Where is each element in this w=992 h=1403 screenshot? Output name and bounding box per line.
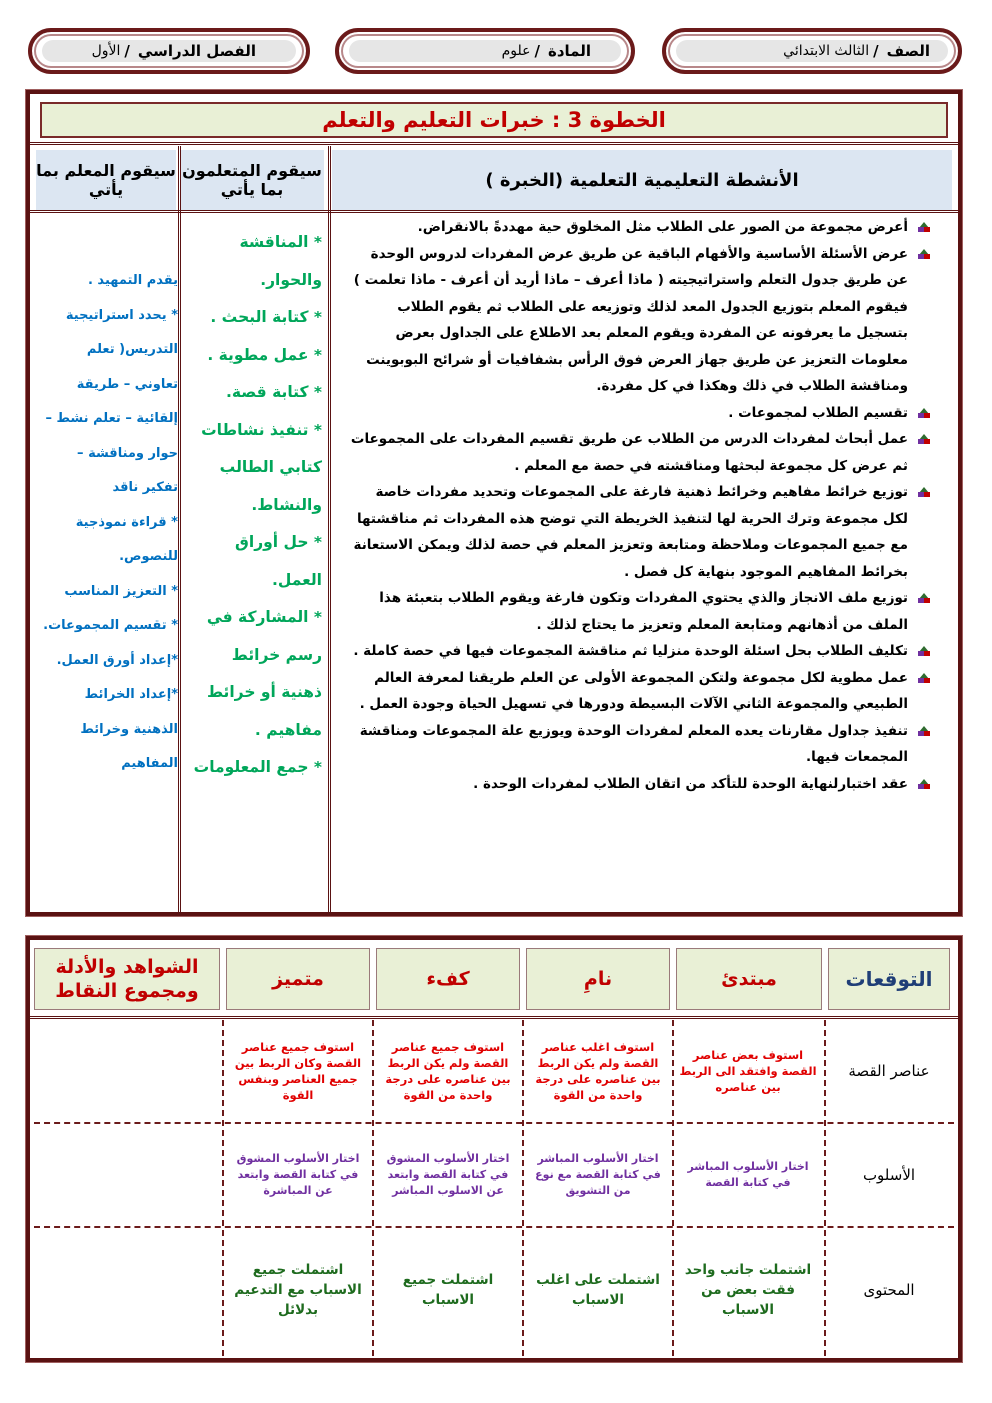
list-item-text: * قراءة نموذجية للنصوص.	[75, 514, 178, 564]
grade-field	[662, 28, 962, 74]
list-item	[40, 644, 178, 679]
bullet-icon	[918, 249, 930, 260]
column-divider	[328, 146, 331, 914]
list-item-text: * جمع المعلومات	[193, 758, 322, 776]
teacher-header: سيقوم المعلم بما يأتي	[36, 150, 176, 210]
subject-sep: /	[534, 42, 540, 60]
col-divider	[824, 1020, 826, 1356]
list-item-text: * كتابة قصة.	[226, 383, 322, 401]
list-item	[40, 609, 178, 644]
list-item-text: * تنفيذ نشاطات كتابي الطالب والنشاط.	[201, 420, 322, 514]
bullet-icon	[918, 222, 930, 233]
rubric-cell: اشتملت جانب واحد فقت بعض من الاسباب	[684, 1262, 812, 1318]
bullet-icon	[918, 487, 930, 498]
row-divider	[34, 1226, 954, 1228]
rubric-cell: استوف جميع عناصر القصة ولم يكن الربط بين عناصره على درجة واحدة من القوة	[385, 1040, 511, 1102]
rubric-cell: اختار الأسلوب المباشر في كتابة القصة	[687, 1160, 809, 1189]
grade-label: الصف	[886, 42, 930, 60]
activities-list	[346, 214, 930, 797]
list-item-text: عرض الأسئلة الأساسية والأفهام الباقية عن طريق عرض المفردات لدروس الوحدة عن طريق جدول التعلم واستراتيجيته ( ماذا أعرف – ماذا أريد أن أعرف - ماذا تعلمت ) فيقوم المعلم بتوزيع الجدول المعد لذلك وتوزيعه على الطلاب ثم يقوم الطلاب بتسجيل ما يعرفونه عن المفردة ويقوم المعلم بعد الاطلاع على الجداول بعرض معلومات التعزيز عن طريق جهاز العرض فوق الرأس بشفافيات أو شرائح البوبوينت ومناقشة الطلاب في ذلك وهكذا في كل مفردة.	[353, 245, 908, 394]
rubric-row-label: عناصر القصة	[848, 1062, 930, 1080]
list-item-text: * تقسيم المجموعات.	[43, 618, 178, 633]
list-item	[346, 638, 930, 665]
grade-value: الثالث الابتدائي	[783, 43, 870, 59]
rubric-header-beginner: مبتدئ	[676, 948, 822, 1010]
divider	[30, 142, 958, 145]
bullet-icon	[918, 726, 930, 737]
list-item	[192, 337, 322, 375]
list-item-text: توزيع ملف الانجاز والذي يحتوي المفردات وتكون فارغة ويقوم الطلاب بتعبئة هذا الملف من أذهانهم ومتابعة المعلم وتعزيز ما يحتاج لذلك .	[379, 590, 908, 633]
list-item-text: * حل أوراق العمل.	[235, 533, 322, 589]
bullet-icon	[918, 408, 930, 419]
rubric-section	[26, 936, 962, 1362]
rubric-header-competent: كفء	[376, 948, 520, 1010]
list-item	[346, 400, 930, 427]
subject-field	[335, 28, 635, 74]
bullet-icon	[918, 673, 930, 684]
list-item-text: * المناقشة والحوار.	[239, 233, 322, 289]
subject-value: علوم	[501, 43, 531, 59]
rubric-cell: استوف اغلب عناصر القصة ولم يكن الربط بين عناصره على درجة واحدة من القوة	[535, 1040, 661, 1102]
list-item-text: عقد اختبارلنهاية الوحدة للتأكد من اتقان الطلاب لمفردات الوحدة .	[473, 775, 908, 792]
step-title: الخطوة 3 : خبرات التعليم والتعلم	[40, 102, 948, 138]
bullet-icon	[918, 593, 930, 604]
list-item-text: * يحدد استراتيجية التدريس( تعلم تعاوني – طريقة إلقائية – تعلم نشط – حوار ومناقشة – تفكير ناقد	[45, 307, 178, 495]
rubric-row-label: المحتوى	[863, 1281, 915, 1299]
list-item-text: توزيع خرائط مفاهيم وخرائط ذهنية فارغة على المجموعات وتحديد مفردات خاصة لكل مجموعة وترك الحرية لها لتنفيذ الخريطة التي توضح هذه المفردات ثم مناقشتها مع جميع المجموعات وملاحظة ومتابعة وتعزيز المعلم في حصة لذلك ويمكن الاستعانة بخرائط المفاهيم الموجود بنهاية كل فصل .	[353, 484, 908, 580]
list-item-text: تقسيم الطلاب لمجموعات .	[728, 404, 908, 421]
list-item	[192, 299, 322, 337]
bullet-icon	[918, 646, 930, 657]
list-item	[40, 299, 178, 506]
list-item	[40, 575, 178, 610]
learners-header: سيقوم المتعلمون بما يأتي	[180, 150, 324, 210]
col-divider	[222, 1020, 224, 1356]
rubric-header-excellent: متميز	[226, 948, 370, 1010]
list-item	[346, 585, 930, 638]
list-item	[192, 749, 322, 787]
list-item	[192, 374, 322, 412]
list-item	[40, 264, 178, 299]
list-item	[346, 665, 930, 718]
list-item	[192, 599, 322, 749]
list-item-text: أعرض مجموعة من الصور على الطلاب مثل المخلوق حية مهددةً بالانقراض.	[417, 219, 908, 235]
col-divider	[522, 1020, 524, 1356]
semester-sep: /	[124, 42, 130, 60]
column-divider	[178, 146, 181, 914]
list-item	[346, 771, 930, 798]
rubric-cell: اشتملت على اغلب الاسباب	[536, 1272, 660, 1308]
list-item-text: * المشاركة في رسم خرائط ذهنية أو خرائط مفاهيم .	[206, 608, 322, 739]
rubric-header-expectations: التوقعات	[828, 948, 950, 1010]
semester-label: الفصل الدراسي	[137, 42, 256, 60]
list-item	[40, 678, 178, 782]
rubric-cell: اشتملت جميع الاسباب مع التدعيم بدلائل	[234, 1262, 362, 1318]
learners-list	[192, 224, 322, 787]
list-item-text: تكليف الطلاب بحل اسئلة الوحدة منزليا ثم مناقشة المجموعات فيها في حصة كاملة .	[353, 643, 908, 659]
teacher-list	[40, 264, 178, 782]
list-item-text: تنفيذ جداول مقارنات يعده المعلم لمفردات الوحدة ويوزيع علة المجموعات ومناقشة المجمعات فيها.	[359, 722, 908, 765]
list-item	[346, 718, 930, 771]
rubric-row-label: الأسلوب	[862, 1166, 916, 1184]
list-item	[40, 506, 178, 575]
grade-sep: /	[873, 42, 879, 60]
semester-field	[28, 28, 310, 74]
col-divider	[372, 1020, 374, 1356]
list-item	[346, 241, 930, 400]
rubric-cell: اشتملت جميع الاسباب	[402, 1272, 494, 1308]
rubric-cell: استوف بعض عناصر القصة وافتقد الى الربط بين عناصره	[679, 1048, 817, 1094]
rubric-cell: اختار الأسلوب المشوق في كتابة القصة وابتعد عن المباشرة	[236, 1152, 360, 1197]
semester-value: الأول	[91, 43, 121, 59]
list-item	[192, 224, 322, 299]
col-divider	[672, 1020, 674, 1356]
divider	[30, 1016, 958, 1019]
list-item-text: *إعداد أورق العمل.	[56, 652, 178, 668]
list-item-text: * عمل مطوية .	[207, 345, 322, 364]
rubric-cell: اختار الأسلوب المباشر في كتابة القصة مع نوع من التشويق	[535, 1152, 661, 1197]
list-item	[192, 412, 322, 525]
list-item-text: *إعداد الخرائط الذهنية وخرائط المفاهيم	[80, 687, 178, 771]
rubric-header-evidence: الشواهد والأدلة ومجموع النقاط	[34, 948, 220, 1010]
rubric-header-developing: نامِ	[526, 948, 670, 1010]
list-item	[346, 426, 930, 479]
list-item	[346, 214, 930, 241]
list-item-text: * كتابة البحث .	[210, 308, 322, 326]
rubric-cell: اختار الأسلوب المشوق في كتابة القصة وابتعد عن الاسلوب المباشر	[386, 1152, 510, 1197]
list-item	[346, 479, 930, 585]
list-item-text: عمل أبحاث لمفردات الدرس من الطلاب عن طريق تقسيم المفردات على المجموعات ثم عرض كل مجموعة لبحثها ومناقشته في حصة مع المعلم .	[350, 431, 908, 474]
activities-header: الأنشطة التعليمية التعلمية (الخبرة )	[332, 150, 952, 210]
subject-label: المادة	[547, 42, 591, 60]
divider	[30, 210, 958, 213]
learning-experiences-section	[26, 90, 962, 916]
rubric-cell: استوف جميع عناصر القصة وكان الربط بين جميع العناصر وبنفس القوة	[234, 1040, 362, 1102]
list-item-text: * التعزيز المناسب	[64, 583, 178, 599]
bullet-icon	[918, 434, 930, 445]
bullet-icon	[918, 779, 930, 790]
list-item	[192, 524, 322, 599]
list-item-text: عمل مطوية لكل مجموعة ولتكن المجموعة الأولى عن العلم طريقنا لمعرفة العالم الطبيعي والمجموعة الثاني الآلات البسيطة ودورها في تسهيل الحياة وجودة العمل .	[359, 669, 908, 712]
list-item-text: يقدم التمهيد .	[87, 273, 178, 288]
